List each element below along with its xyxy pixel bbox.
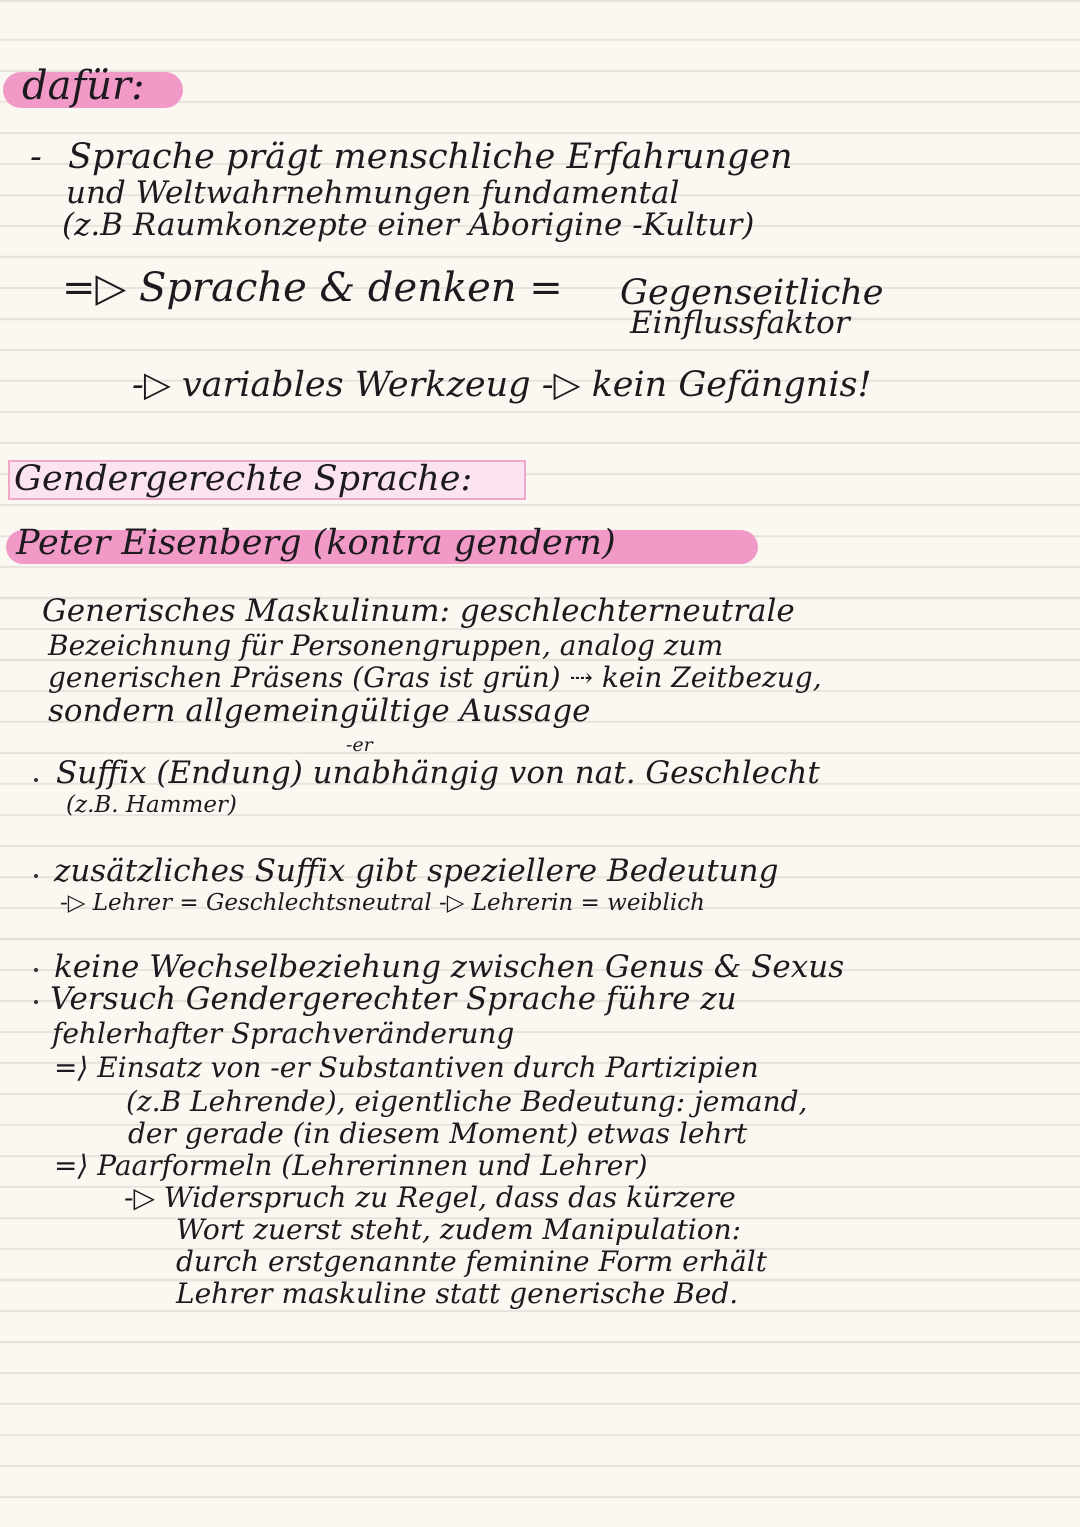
dafuer-line-2: und Weltwahrnehmungen fundamental	[66, 175, 680, 211]
heading-gender: Gendergerechte Sprache:	[14, 459, 473, 499]
dafuer-line-1: Sprache prägt menschliche Erfahrungen	[68, 137, 793, 177]
gender-p5-line-4: (z.B Lehrende), eigentliche Bedeutung: jemand,	[126, 1085, 808, 1118]
gender-p5-line-2: fehlerhafter Sprachveränderung	[52, 1017, 515, 1050]
heading-dafuer: dafür:	[22, 63, 145, 109]
gender-p1-line-3: generischen Präsens (Gras ist grün) ⇢ kein Zeitbezug,	[48, 661, 822, 694]
gender-p2-line-1: Suffix (Endung) unabhängig von nat. Geschlecht	[56, 755, 820, 791]
dafuer-line-6: -▷ variables Werkzeug -▷ kein Gefängnis!	[132, 365, 872, 405]
dafuer-line-5: Einflussfaktor	[630, 305, 850, 341]
gender-p5-line-3: =⟩ Einsatz von -er Substantiven durch Partizipien	[54, 1051, 759, 1084]
gender-p5-line-9: durch erstgenannte feminine Form erhält	[176, 1245, 767, 1278]
bullet-dash: -	[30, 137, 42, 177]
gender-p1-line-2: Bezeichnung für Personengruppen, analog zum	[48, 629, 724, 662]
gender-p1-line-1: Generisches Maskulinum: geschlechterneutrale	[42, 593, 795, 629]
bullet-dot	[34, 968, 38, 972]
gender-p3-line-1: zusätzliches Suffix gibt speziellere Bedeutung	[54, 853, 779, 889]
gender-p1-line-4: sondern allgemeingültige Aussage	[48, 693, 591, 729]
gender-p5-line-7: -▷ Widerspruch zu Regel, dass das kürzere	[124, 1181, 736, 1214]
heading-peter: Peter Eisenberg (kontra gendern)	[16, 523, 616, 563]
gender-p5-line-8: Wort zuerst steht, zudem Manipulation:	[176, 1213, 742, 1246]
gender-p2-sup: -er	[346, 734, 373, 756]
gender-p5-line-1: Versuch Gendergerechter Sprache führe zu	[50, 981, 737, 1017]
dafuer-line-3: (z.B Raumkonzepte einer Aborigine -Kultur)	[62, 207, 755, 243]
gender-p5-line-10: Lehrer maskuline statt generische Bed.	[176, 1277, 739, 1310]
gender-p3-line-2: -▷ Lehrer = Geschlechtsneutral -▷ Lehrerin = weiblich	[60, 890, 705, 916]
bullet-dot	[34, 1000, 38, 1004]
bullet-dot	[34, 778, 38, 782]
gender-p5-line-5: der gerade (in diesem Moment) etwas lehrt	[128, 1117, 748, 1150]
dafuer-line-4b: Gegenseitliche	[620, 273, 884, 313]
gender-p5-line-6: =⟩ Paarformeln (Lehrerinnen und Lehrer)	[54, 1149, 648, 1182]
dafuer-line-4a: =▷ Sprache & denken =	[62, 265, 563, 311]
bullet-dot	[34, 874, 38, 878]
gender-p2-line-2: (z.B. Hammer)	[66, 792, 237, 818]
gender-p4-line-1: keine Wechselbeziehung zwischen Genus & Sexus	[54, 949, 845, 985]
